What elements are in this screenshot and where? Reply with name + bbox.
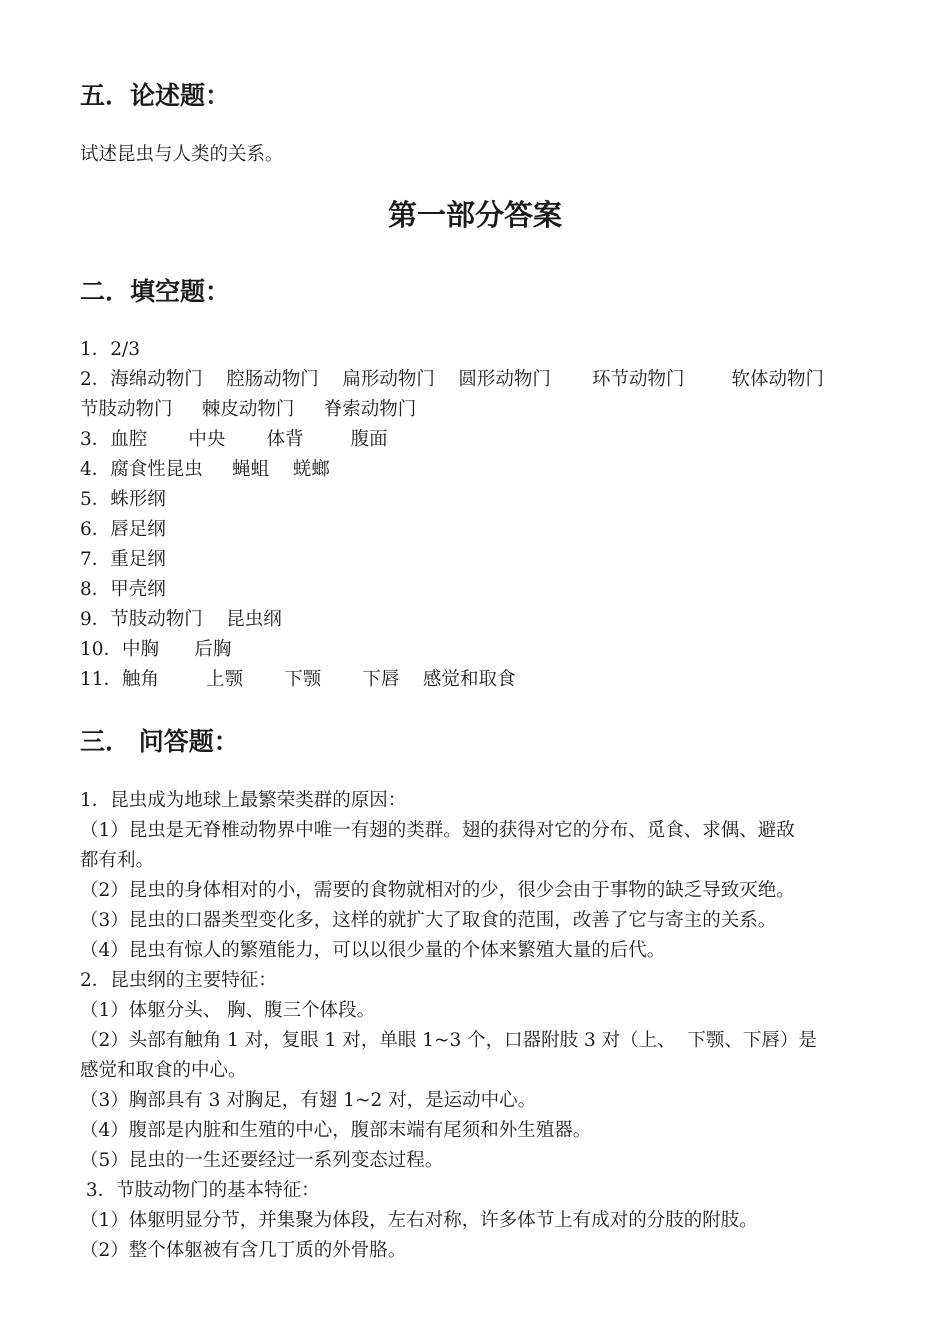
qa-line: （1）昆虫是无脊椎动物界中唯一有翅的类群。翅的获得对它的分布、觅食、求偶、避敌: [80, 820, 795, 841]
fill-in-line: 3．血腔 中央 体背 腹面: [80, 429, 388, 450]
qa-line: （2）昆虫的身体相对的小，需要的食物就相对的少，很少会由于事物的缺乏导致灭绝。: [80, 880, 795, 901]
qa-line: 2．昆虫纲的主要特征：: [80, 970, 277, 991]
qa-heading: 三． 问答题：: [80, 727, 239, 756]
qa-line: （3）胸部具有 3 对胸足，有翅 1~2 对，是运动中心。: [80, 1090, 537, 1111]
qa-line: （4）昆虫有惊人的繁殖能力，可以以很少量的个体来繁殖大量的后代。: [80, 940, 666, 961]
qa-line: 感觉和取食的中心。: [80, 1060, 247, 1081]
qa-line: （2）整个体躯被有含几丁质的外骨胳。: [80, 1240, 407, 1261]
fill-in-line: 9．节肢动物门 昆虫纲: [80, 609, 282, 630]
fill-in-line: 8．甲壳纲: [80, 579, 166, 600]
fill-in-line: 7．重足纲: [80, 549, 166, 570]
qa-line: 3．节肢动物门的基本特征：: [80, 1180, 320, 1201]
fill-in-line: 1．2/3: [80, 339, 141, 360]
fill-in-line: 4．腐食性昆虫 蝇蛆 蜣螂: [80, 459, 330, 480]
fill-in-line: 6．唇足纲: [80, 519, 166, 540]
fill-in-line: 5．蛛形纲: [80, 489, 166, 510]
qa-line: （1）体躯分头、 胸、腹三个体段。: [80, 1000, 376, 1021]
qa-line: （2）头部有触角 1 对，复眼 1 对，单眼 1~3 个，口器附肢 3 对（上、 下颚、下唇）是: [80, 1030, 817, 1051]
section5-heading: 五．论述题：: [80, 81, 231, 110]
fill-in-line: 节肢动物门 棘皮动物门 脊索动物门: [80, 399, 417, 420]
section5-question: 试述昆虫与人类的关系。: [80, 144, 284, 165]
fill-in-line: 11．触角 上颚 下颚 下唇 感觉和取食: [80, 669, 516, 690]
qa-line: （4）腹部是内脏和生殖的中心，腹部末端有尾须和外生殖器。: [80, 1120, 592, 1141]
qa-line: （3）昆虫的口器类型变化多，这样的就扩大了取食的范围，改善了它与寄主的关系。: [80, 910, 777, 931]
qa-line: 都有利。: [80, 850, 155, 871]
qa-line: （1）体躯明显分节，并集聚为体段，左右对称，许多体节上有成对的分肢的附肢。: [80, 1210, 758, 1231]
qa-line: （5）昆虫的一生还要经过一系列变态过程。: [80, 1150, 444, 1171]
qa-line: 1．昆虫成为地球上最繁荣类群的原因：: [80, 790, 407, 811]
fill-in-line: 10．中胸 后胸: [80, 639, 232, 660]
fill-in-line: 2．海绵动物门 腔肠动物门 扁形动物门 圆形动物门 环节动物门 软体动物门: [80, 369, 825, 390]
fill-in-heading: 二．填空题：: [80, 277, 231, 306]
answer-title: 第一部分答案: [387, 198, 562, 232]
